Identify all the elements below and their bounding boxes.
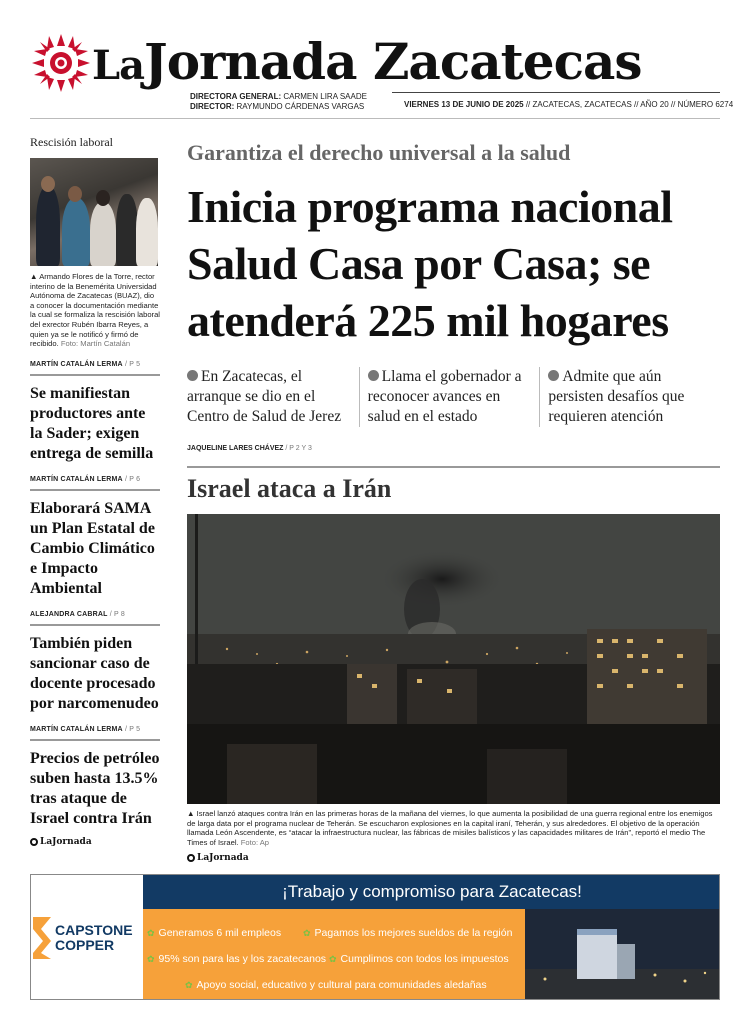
story-byline: MARTÍN CATALÁN LERMA / P 5: [30, 726, 160, 741]
story-headline[interactable]: Elaborará SAMA un Plan Estatal de Cambio Climático e Impacto Ambiental: [30, 499, 155, 597]
story-byline: MARTÍN CATALÁN LERMA / P 6: [30, 476, 160, 491]
main-mini-logo: LaJornada: [187, 853, 720, 863]
sidebar-mini-logo: LaJornada: [30, 837, 160, 847]
sidebar-photo: [30, 158, 158, 266]
ad-benefit-item: ✿ Pagamos los mejores sueldos de la región: [303, 927, 513, 939]
main-photo-caption: ▲ Israel lanzó ataques contra Irán en las primeras horas de la mañana del viernes, lo que aumenta la posibilidad de una guerra regional entre los enemigos de larga data por el programa nuclear de Teherán. Se escucharon explosiones en la capital iraní, Teherán, y sus alrededores. El objetivo de la operación llamada León Ascendente, es “atacar la infraestructura nuclear, las fábricas de misiles balísticos y las capacidades militares de Irán”, reportó el medio The Times of Israel. Foto: Ap: [187, 809, 713, 847]
ad-mine-photo: [525, 909, 720, 1000]
bullet-dot-icon: [187, 370, 198, 381]
main-kicker: Garantiza el derecho universal a la salud: [187, 140, 571, 165]
story-byline: ALEJANDRA CABRAL / P 8: [30, 611, 160, 626]
sun-logo-icon: [30, 32, 92, 94]
leaf-icon: ✿: [303, 928, 311, 938]
ad-banner: ¡Trabajo y compromiso para Zacatecas!: [143, 875, 720, 909]
story-headline[interactable]: También piden sancionar caso de docente procesado por narcomenudeo: [30, 634, 159, 712]
sidebar-byline: MARTÍN CATALÁN LERMA / P 5: [30, 361, 160, 376]
main-headline[interactable]: Inicia programa nacional Salud Casa por Casa; se atenderá 225 mil hogares: [187, 181, 673, 346]
leaf-icon: ✿: [329, 954, 337, 964]
sidebar-kicker: Rescisión laboral: [30, 135, 113, 149]
leaf-icon: ✿: [147, 954, 155, 964]
sun-logo-icon: [30, 838, 38, 846]
sidebar-story[interactable]: [30, 499, 160, 626]
main-column: [187, 138, 720, 863]
main-byline: JAQUELINE LARES CHÁVEZ / P 2 Y 3: [187, 445, 312, 452]
bullet-item: En Zacatecas, el arranque se dio en el Centro de Salud de Jerez: [187, 368, 342, 425]
tehran-night-photo: [187, 514, 720, 804]
dateline-rule: [392, 92, 720, 93]
sidebar-story[interactable]: [30, 384, 160, 491]
bullet-item: Admite que aún persisten desafíos que requieren atención: [539, 367, 720, 427]
leaf-icon: ✿: [147, 928, 155, 938]
mine-facility-illustration: [525, 909, 720, 1000]
bullet-dot-icon: [368, 370, 379, 381]
masthead-divider: [30, 118, 720, 119]
section-headline[interactable]: Israel ataca a Irán: [187, 474, 392, 503]
dateline: VIERNES 13 DE JUNIO DE 2025 // ZACATECAS, ZACATECAS // AÑO 20 // NÚMERO 6274: [404, 100, 734, 109]
sidebar-photo-caption: ▲ Armando Flores de la Torre, rector interino de la Benemérita Universidad Autónoma de Zacatecas (BUAZ), dio a conocer la documentación mediante la cual se formaliza la rescisión laboral del exrector Rubén Ibarra Reyes, a quien ya se le notificó y firmó de recibido. Foto: Martín Catalán: [30, 272, 160, 349]
sidebar: [30, 135, 160, 847]
masthead: [30, 22, 734, 114]
credits: DIRECTORA GENERAL: CARMEN LIRA SAADE DIRECTOR: RAYMUNDO CÁRDENAS VARGAS: [190, 92, 367, 111]
ad-benefit-item: ✿ Cumplimos con todos los impuestos: [329, 953, 509, 965]
capstone-ad[interactable]: [30, 874, 720, 1000]
section-divider: [187, 466, 720, 468]
main-bullets: [187, 367, 720, 427]
masthead-title: LaJornada Zacatecas: [92, 32, 642, 91]
sidebar-story[interactable]: [30, 749, 160, 829]
city-skyline-illustration: [187, 514, 720, 804]
sidebar-story[interactable]: [30, 634, 160, 741]
bullet-item: Llama el gobernador a reconocer avances en salud en el estado: [359, 367, 540, 427]
ad-benefits: [143, 909, 525, 1000]
ad-benefit-item: ✿ 95% son para las y los zacatecanos: [147, 953, 327, 965]
story-headline[interactable]: Se manifiestan productores ante la Sader; exigen entrega de semilla: [30, 384, 154, 462]
ad-benefit-item: ✿ Apoyo social, educativo y cultural para comunidades aledañas: [185, 979, 487, 991]
sun-logo-icon: [187, 854, 195, 862]
capstone-logo: CAPSTONE COPPER: [31, 875, 143, 1000]
story-headline[interactable]: Precios de petróleo suben hasta 13.5% tras ataque de Israel contra Irán: [30, 749, 160, 827]
ad-benefit-item: ✿ Generamos 6 mil empleos: [147, 927, 282, 939]
leaf-icon: ✿: [185, 980, 193, 990]
bullet-dot-icon: [548, 370, 559, 381]
